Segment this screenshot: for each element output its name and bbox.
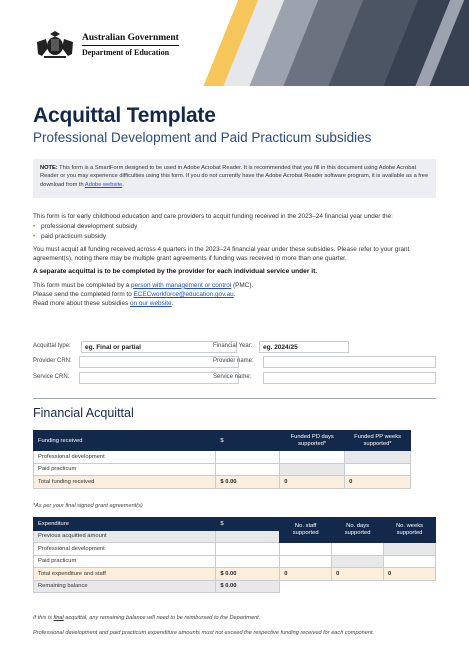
grant-footnote: *As per your final signed grant agreement(s)	[33, 503, 143, 509]
acquit-paragraph: You must acquit all funding received across 4 quarters in the 2023–24 financial year under these subsidies. Please refer to your grant agreement(s), noting there may be multiple grant agreements if funding was received in more than one quarter.	[33, 245, 410, 263]
total-amount: $ 0.00	[216, 568, 280, 581]
total-label: Total funding received	[34, 476, 216, 489]
pd-days-input[interactable]	[280, 451, 345, 464]
disabled-cell	[332, 555, 384, 568]
header-amount: $	[216, 518, 280, 531]
header-days-supported: No. days supported	[332, 518, 384, 543]
pp-expenditure-input[interactable]	[216, 555, 280, 568]
total-amount: $ 0.00	[216, 476, 280, 489]
header-amount: $	[216, 431, 280, 451]
remaining-label: Remaining balance	[34, 580, 216, 593]
field-row-type	[33, 341, 436, 353]
acquittal-type-input[interactable]: eg. Final or partial	[81, 341, 237, 353]
final-link[interactable]: final	[53, 615, 64, 621]
provider-name-input[interactable]	[263, 356, 436, 368]
table-row	[34, 463, 411, 476]
total-label: Total expenditure and staff	[34, 568, 216, 581]
header-weeks-supported: No. weeks supported	[384, 518, 436, 543]
section-title: Financial Acquittal	[33, 406, 134, 420]
decorative-stripes	[180, 0, 469, 86]
table-header-row	[34, 518, 436, 531]
expenditure-limit-note: Professional development and paid practicum expenditure amounts must not exceed the respective funding received for each component.	[33, 630, 375, 636]
header-pp-weeks: Funded PP weeks supported*	[345, 431, 411, 451]
table-row	[34, 451, 411, 464]
expenditure-table	[33, 517, 436, 593]
total-pd-days: 0	[280, 476, 345, 489]
table-row	[34, 555, 436, 568]
financial-year-label: Financial Year:	[213, 343, 253, 349]
gov-logo	[34, 30, 179, 60]
gov-name: Australian Government	[82, 32, 179, 43]
total-row	[34, 568, 436, 581]
note-box: NOTE: This form is a SmartForm designed to be used in Adobe Acrobat Reader. It is recommended that you fill in this document using Adobe Acrobat Reader or you may experience difficulties using this form. If you do not currently have the Adobe Acrobat Reader software program, it is available as a free download from th Adobe website.	[33, 159, 436, 198]
total-pp-weeks: 0	[345, 476, 411, 489]
row-label: Previous acquitted amount	[34, 530, 216, 543]
pp-weeks-input[interactable]	[384, 555, 436, 568]
previous-amount-input[interactable]	[216, 530, 280, 543]
header-expenditure: Expenditure	[34, 518, 216, 531]
disabled-cell	[345, 451, 411, 464]
provider-crn-label: Provider CRN:	[33, 358, 72, 364]
service-crn-label: Service CRN:	[33, 374, 70, 380]
header-pd-days: Funded PD days supported*	[280, 431, 345, 451]
table-row	[34, 543, 436, 556]
total-staff: 0	[280, 568, 332, 581]
website-line: Read more about these subsidies on our website.	[33, 300, 174, 308]
header-banner	[0, 0, 469, 86]
subsidy-list	[33, 222, 443, 241]
intro-paragraph: This form is for early childhood education and care providers to acquit funding received in the 2023–24 financial year under the:	[33, 213, 393, 220]
page-title: Acquittal Template	[33, 104, 216, 127]
pd-staff-input[interactable]	[280, 543, 332, 556]
disabled-cell	[384, 543, 436, 556]
pd-days-input[interactable]	[332, 543, 384, 556]
row-label: Paid practicum	[34, 555, 216, 568]
acquittal-type-label: Acquittal type:	[33, 343, 71, 349]
header-staff-supported: No. staff supported	[280, 518, 332, 543]
pmc-line: This form must be completed by a person with management or control (PMC).	[33, 281, 254, 289]
total-weeks: 0	[384, 568, 436, 581]
header-funding-received: Funding received	[34, 431, 216, 451]
row-label: Paid practicum	[34, 463, 216, 476]
website-link[interactable]: on our website	[129, 300, 172, 308]
financial-year-input[interactable]: eg. 2024/25	[259, 341, 349, 353]
pp-staff-input[interactable]	[280, 555, 332, 568]
final-acquittal-note: If this is final acquittal, any remaining balance will need to be reimbursed to the Department.	[33, 615, 261, 621]
adobe-website-link[interactable]: Adobe website	[84, 181, 123, 188]
pmc-link[interactable]: person with management or control	[131, 281, 232, 289]
list-item: • paid practicum subsidy	[33, 232, 443, 241]
intro-section	[33, 212, 443, 309]
pd-amount-input[interactable]	[216, 451, 280, 464]
list-item: • professional development subsidy	[33, 222, 443, 231]
department-name: Department of Education	[82, 45, 179, 58]
remaining-amount: $ 0.00	[216, 580, 280, 593]
coat-of-arms-icon	[34, 30, 76, 60]
email-link[interactable]: ECECworkforce@education.gov.au	[133, 291, 234, 299]
section-divider	[33, 398, 436, 399]
total-days: 0	[332, 568, 384, 581]
note-text: This form is a SmartForm designed to be used in Adobe Acrobat Reader. It is recommended that you fill in this document using Adobe Acrobat Reader or you may experience difficulties using this form. If you do not currently have the Adobe Acrobat Reader software program, it is available as a free download from th	[40, 165, 429, 188]
total-row	[34, 476, 411, 489]
disabled-cell	[280, 463, 345, 476]
pd-expenditure-input[interactable]	[216, 543, 280, 556]
separate-acquittal-notice: A separate acquittal is to be completed by the provider for each individual service under it.	[33, 268, 318, 276]
email-line: Please send the completed form to ECECworkforce@education.gov.au.	[33, 291, 236, 299]
row-label: Professional development	[34, 543, 216, 556]
service-name-label: Service name:	[213, 374, 252, 380]
pp-amount-input[interactable]	[216, 463, 280, 476]
note-label: NOTE:	[40, 165, 58, 171]
service-name-input[interactable]	[263, 372, 436, 384]
field-row-provider	[33, 356, 436, 368]
pp-weeks-input[interactable]	[345, 463, 411, 476]
provider-name-label: Provider name:	[213, 358, 254, 364]
page-subtitle: Professional Development and Paid Practicum subsidies	[33, 130, 372, 145]
funding-table	[33, 430, 411, 489]
remaining-row	[34, 580, 436, 593]
row-label: Professional development	[34, 451, 216, 464]
table-header-row	[34, 431, 411, 451]
field-row-service	[33, 372, 436, 384]
